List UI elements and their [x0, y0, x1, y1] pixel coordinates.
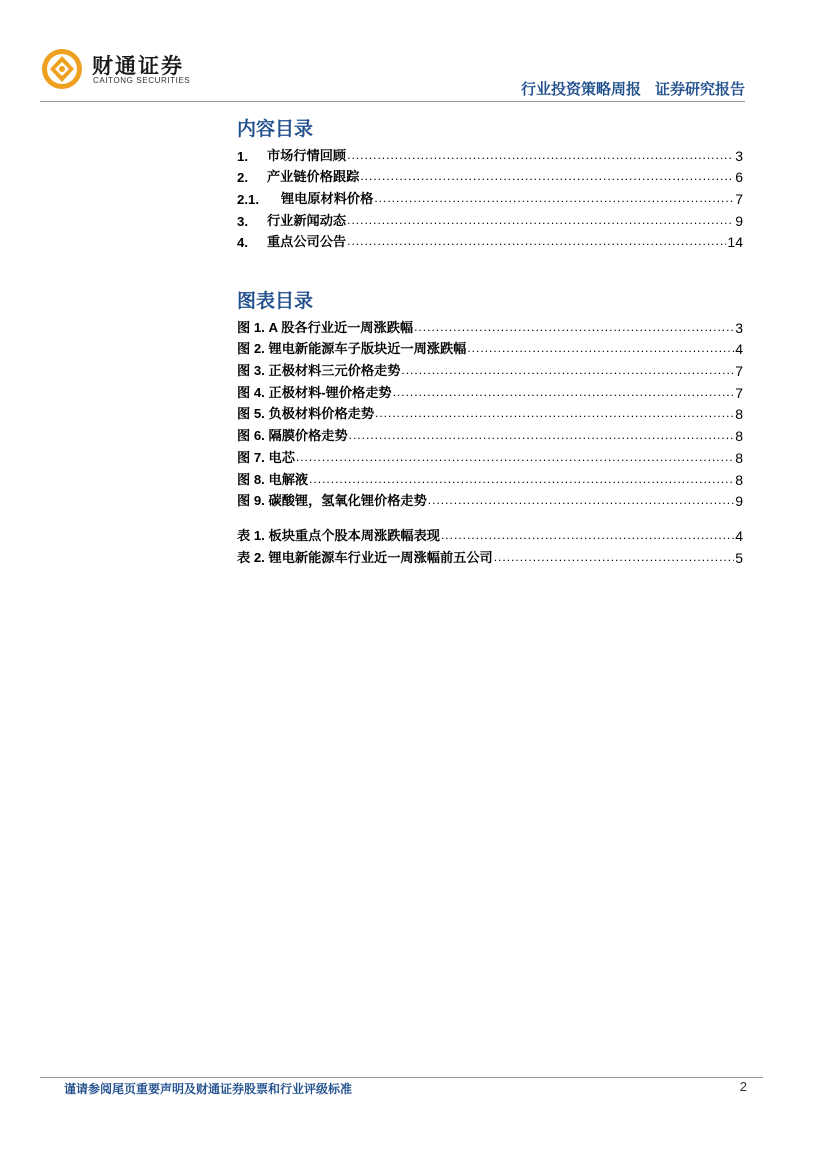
figure-entry[interactable]	[237, 379, 743, 401]
contents-list	[237, 142, 743, 250]
toc-entry-page: 9	[735, 212, 743, 229]
toc-entry-number: 3.	[237, 213, 248, 229]
dot-leader	[494, 550, 735, 564]
toc-entry[interactable]	[237, 207, 743, 229]
figures-list	[237, 314, 743, 566]
toc-entry[interactable]	[237, 164, 743, 186]
figure-entry-text: 图 5. 负极材料价格走势	[237, 406, 375, 422]
figure-entry-text: 图 4. 正极材料-锂价格走势	[237, 384, 392, 400]
figure-entry[interactable]	[237, 357, 743, 379]
toc-entry-page: 7	[735, 191, 743, 208]
company-logo	[40, 46, 200, 92]
report-category: 证券研究报告	[654, 81, 745, 98]
footer-divider	[40, 1077, 763, 1078]
table-entry-page: 4	[735, 527, 743, 544]
toc-entry-page: 14	[727, 234, 743, 251]
figure-entry-text: 图 3. 正极材料三元价格走势	[237, 363, 401, 379]
toc-entry-text: 锂电原材料价格	[281, 191, 374, 207]
toc-entry-number: 1.	[237, 148, 248, 164]
figure-entry-page: 8	[735, 406, 743, 423]
figure-entry[interactable]	[237, 401, 743, 423]
figure-entry-page: 8	[735, 471, 743, 488]
toc-entry[interactable]	[237, 142, 743, 164]
toc-entry-number: 4.	[237, 235, 248, 251]
dot-leader	[360, 169, 734, 183]
dot-leader	[349, 428, 735, 442]
toc-entry-text: 行业新闻动态	[267, 212, 347, 228]
figure-entry[interactable]	[237, 444, 743, 466]
figure-entry-page: 8	[735, 428, 743, 445]
toc-entry[interactable]	[237, 185, 743, 207]
dot-leader	[309, 472, 734, 486]
report-type: 行业投资策略周报	[520, 81, 641, 98]
table-entry[interactable]	[237, 544, 743, 566]
figure-entry[interactable]	[237, 466, 743, 488]
footer-disclaimer: 谨请参阅尾页重要声明及财通证券股票和行业评级标准	[64, 1082, 353, 1096]
logo-chinese-name: 财通证券	[92, 54, 184, 78]
table-entry[interactable]	[237, 522, 743, 544]
caitong-logo-icon	[40, 46, 84, 92]
dot-leader	[414, 320, 734, 334]
dot-leader	[393, 385, 735, 399]
figure-entry-page: 7	[735, 384, 743, 401]
toc-entry-number: 2.1.	[237, 192, 259, 208]
table-entry-text: 表 1. 板块重点个股本周涨跌幅表现	[237, 527, 440, 543]
figure-entry-text: 图 8. 电解液	[237, 471, 309, 487]
figure-entry-text: 图 7. 电芯	[237, 449, 295, 465]
contents-title: 内容目录	[237, 118, 314, 140]
figure-entry[interactable]	[237, 314, 743, 336]
dot-leader	[441, 528, 734, 542]
figure-entry[interactable]	[237, 488, 743, 510]
toc-entry[interactable]	[237, 229, 743, 251]
dot-leader	[347, 234, 726, 248]
table-entry-page: 5	[735, 549, 743, 566]
figure-entry-page: 8	[735, 449, 743, 466]
dot-leader	[375, 406, 734, 420]
figure-entry-page: 7	[735, 363, 743, 380]
toc-entry-page: 3	[735, 147, 743, 164]
figures-title: 图表目录	[237, 290, 314, 312]
list-spacer	[237, 509, 743, 522]
figure-entry-text: 图 9. 碳酸锂，氢氧化锂价格走势	[237, 493, 427, 509]
toc-entry-text: 重点公司公告	[267, 234, 347, 250]
dot-leader	[401, 363, 734, 377]
dot-leader	[347, 213, 734, 227]
figure-entry-text: 图 1. A 股各行业近一周涨跌幅	[237, 319, 414, 335]
dot-leader	[428, 493, 734, 507]
logo-english-name: CAITONG SECURITIES	[93, 76, 191, 85]
header-divider	[40, 101, 745, 102]
report-header	[521, 78, 745, 99]
dot-leader	[296, 450, 734, 464]
figure-entry-text: 图 6. 隔膜价格走势	[237, 428, 348, 444]
figure-entry-text: 图 2. 锂电新能源车子版块近一周涨跌幅	[237, 341, 467, 357]
toc-entry-number: 2.	[237, 170, 248, 186]
dot-leader	[374, 191, 734, 205]
figure-entry-page: 3	[735, 319, 743, 336]
page-number: 2	[739, 1079, 747, 1094]
toc-entry-text: 市场行情回顾	[267, 147, 347, 163]
figure-entry-page: 4	[735, 341, 743, 358]
dot-leader	[467, 341, 734, 355]
dot-leader	[347, 148, 734, 162]
figure-entry-page: 9	[735, 493, 743, 510]
table-entry-text: 表 2. 锂电新能源车行业近一周涨幅前五公司	[237, 549, 493, 565]
figure-entry[interactable]	[237, 336, 743, 358]
toc-entry-page: 6	[735, 169, 743, 186]
figure-entry[interactable]	[237, 422, 743, 444]
toc-entry-text: 产业链价格跟踪	[267, 169, 360, 185]
